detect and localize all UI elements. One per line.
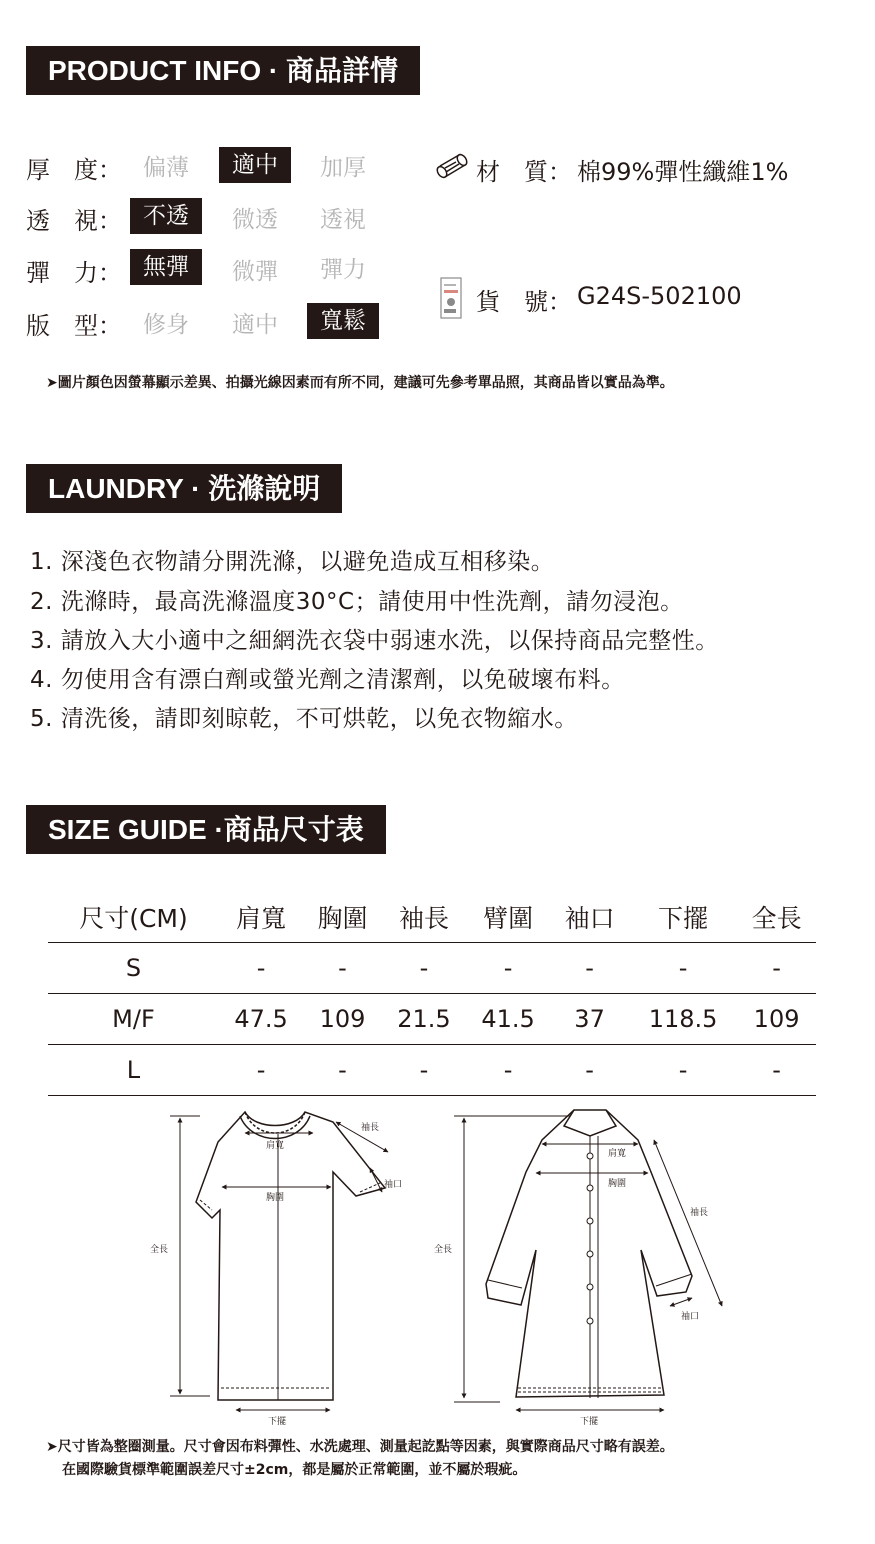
size-cell: -	[737, 1045, 816, 1096]
size-column-header: 下擺	[658, 903, 709, 933]
size-cell: -	[466, 943, 550, 994]
size-column-header: 袖口	[564, 903, 615, 933]
sku-label: 貨 號：	[476, 288, 572, 316]
size-cell: 47.5	[219, 994, 303, 1045]
fit-option-regular: 適中	[232, 312, 278, 338]
elasticity-option-stretch: 彈力	[320, 257, 366, 283]
size-cell: -	[219, 1045, 303, 1096]
size-cell: 109	[737, 994, 816, 1045]
size-cell: S	[48, 943, 219, 994]
diagram-label-total-length-right: 全長	[434, 1245, 453, 1255]
size-cell: 109	[303, 994, 382, 1045]
thickness-label: 厚 度：	[26, 156, 122, 184]
size-disclaimer-line1: ➤尺寸皆為整圈測量。尺寸會因布料彈性、水洗處理、測量起訖點等因素，與實際商品尺寸略有誤差。	[46, 1439, 674, 1455]
transparency-label: 透 視：	[26, 207, 122, 235]
measurement-diagram	[0, 1100, 875, 1430]
size-cell: -	[466, 1045, 550, 1096]
size-cell: -	[303, 1045, 382, 1096]
diagram-label-cuff-left: 袖口	[384, 1180, 403, 1190]
size-cell: -	[737, 943, 816, 994]
size-row-mf	[48, 994, 816, 1045]
size-cell: 37	[550, 994, 629, 1045]
fit-label: 版 型：	[26, 312, 122, 340]
price-tag-icon	[439, 276, 465, 320]
diagram-label-hem-left: 下擺	[268, 1417, 287, 1427]
elasticity-label: 彈 力：	[26, 259, 122, 287]
diagram-label-cuff-right: 袖口	[681, 1312, 700, 1322]
material-value: 棉99%彈性纖維1%	[577, 158, 789, 186]
diagram-label-sleeve-right: 袖長	[690, 1208, 709, 1218]
diagram-label-sleeve-left: 袖長	[361, 1123, 380, 1133]
transparency-option-slight: 微透	[232, 207, 278, 233]
size-table	[48, 891, 816, 1096]
size-cell: -	[382, 943, 466, 994]
size-guide-header: SIZE GUIDE ·商品尺寸表	[26, 805, 386, 854]
size-cell: 21.5	[382, 994, 466, 1045]
sku-value: G24S-502100	[577, 282, 742, 310]
size-cell: L	[48, 1045, 219, 1096]
laundry-header: LAUNDRY · 洗滌說明	[26, 464, 342, 513]
diagram-label-hem-right: 下擺	[580, 1417, 599, 1427]
size-column-header: 袖長	[398, 903, 449, 933]
product-info-header: PRODUCT INFO · 商品詳情	[26, 46, 420, 95]
fit-option-slim: 修身	[143, 312, 189, 338]
laundry-item: 1. 深淺色衣物請分開洗滌，以避免造成互相移染。	[30, 549, 555, 575]
laundry-item: 3. 請放入大小適中之細網洗衣袋中弱速水洗，以保持商品完整性。	[30, 628, 719, 654]
elasticity-option-none: 無彈	[130, 249, 202, 285]
size-table-header-row	[48, 891, 816, 943]
thickness-option-medium: 適中	[219, 147, 291, 183]
material-label: 材 質：	[476, 158, 572, 186]
size-column-header: 尺寸(CM)	[79, 903, 188, 933]
fit-option-loose: 寬鬆	[307, 303, 379, 339]
size-column-header: 肩寬	[236, 903, 287, 933]
laundry-item: 5. 清洗後，請即刻晾乾，不可烘乾，以免衣物縮水。	[30, 706, 578, 732]
size-cell: 41.5	[466, 994, 550, 1045]
laundry-item: 4. 勿使用含有漂白劑或螢光劑之清潔劑，以免破壞布料。	[30, 667, 625, 693]
thread-spool-icon	[435, 152, 471, 182]
color-disclaimer-note: ➤圖片顏色因螢幕顯示差異、拍攝光線因素而有所不同，建議可先參考單品照，其商品皆以實品為準。	[46, 375, 674, 391]
diagram-label-shoulder-left: 肩寬	[266, 1141, 285, 1151]
size-cell: -	[629, 1045, 737, 1096]
size-cell: 118.5	[629, 994, 737, 1045]
thickness-option-thick: 加厚	[320, 155, 366, 181]
transparency-option-opaque: 不透	[130, 198, 202, 234]
diagram-label-total-length-left: 全長	[150, 1245, 169, 1255]
laundry-item: 2. 洗滌時，最高洗滌溫度30°C；請使用中性洗劑，請勿浸泡。	[30, 589, 684, 615]
diagram-label-chest-left: 胸圍	[266, 1193, 285, 1203]
size-cell: -	[550, 943, 629, 994]
diagram-label-chest-right: 胸圍	[608, 1179, 627, 1189]
diagram-label-shoulder-right: 肩寬	[608, 1149, 627, 1159]
size-cell: -	[219, 943, 303, 994]
elasticity-option-slight: 微彈	[232, 259, 278, 285]
size-row-l	[48, 1045, 816, 1096]
size-cell: -	[629, 943, 737, 994]
transparency-option-sheer: 透視	[320, 207, 366, 233]
tshirt-dress-outline	[196, 1112, 385, 1400]
size-cell: -	[550, 1045, 629, 1096]
size-row-s	[48, 943, 816, 994]
size-cell: -	[303, 943, 382, 994]
size-column-header: 臂圍	[483, 903, 534, 933]
size-cell: M/F	[48, 994, 219, 1045]
size-column-header: 全長	[751, 903, 802, 933]
size-cell: -	[382, 1045, 466, 1096]
size-disclaimer-line2: 在國際驗貨標準範圍誤差尺寸±2cm，都是屬於正常範圍，並不屬於瑕疵。	[62, 1462, 527, 1478]
size-column-header: 胸圍	[317, 903, 368, 933]
thickness-option-thin: 偏薄	[143, 155, 189, 181]
